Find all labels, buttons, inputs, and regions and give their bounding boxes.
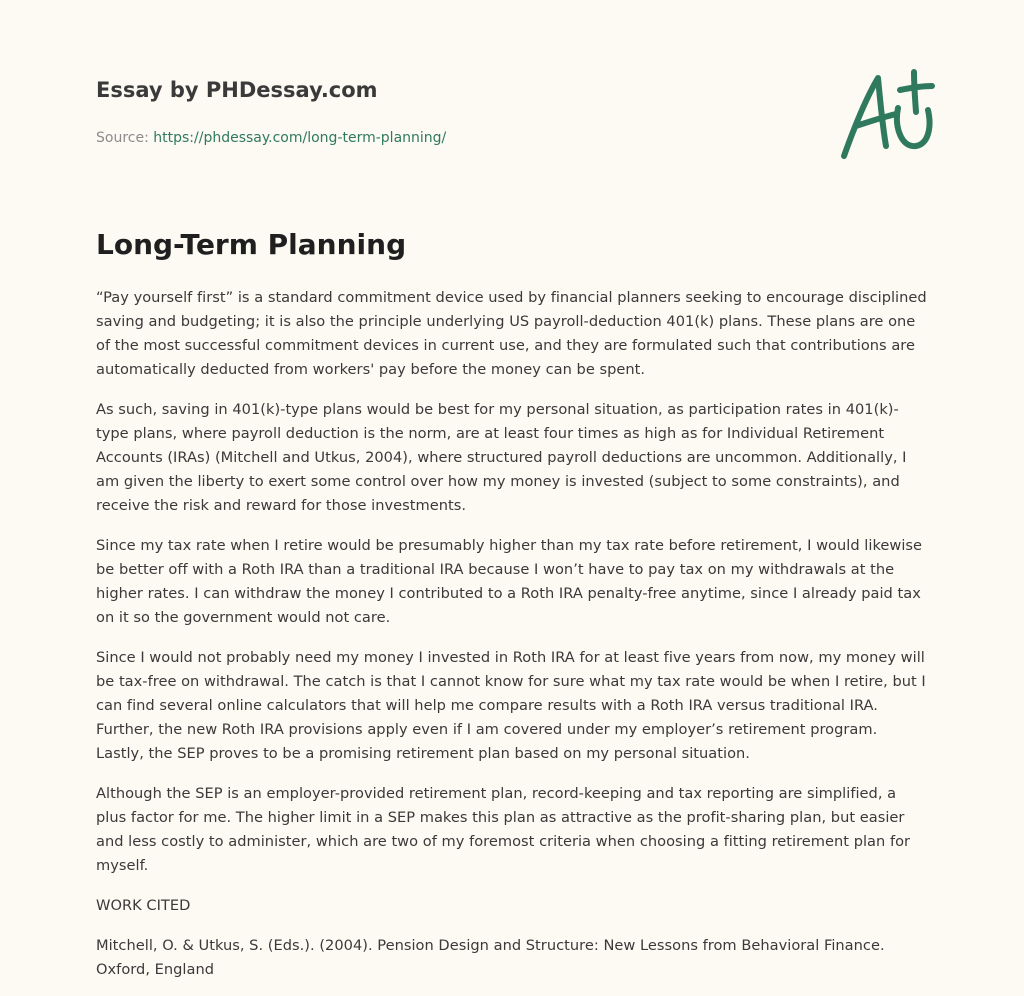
source-label: Source: — [96, 130, 149, 146]
paragraph-4: Since I would not probably need my money I invested in Roth IRA for at least five years from now, my money will be tax-free on withdrawal. The catch is that I cannot know for sure what my tax rate would be when I retire, but I can find several online calculators that will help me compare results with a Roth IRA versus traditional IRA. Further, the new Roth IRA provisions apply even if I am covered under my employer’s retirement program. Lastly, the SEP proves to be a promising retirement plan based on my personal situation. — [96, 649, 926, 762]
source-link[interactable]: https://phdessay.com/long-term-planning/ — [153, 130, 447, 146]
page-title: Long-Term Planning — [96, 228, 407, 261]
citation: Mitchell, O. & Utkus, S. (Eds.). (2004). Pension Design and Structure: New Lessons from Behavioral Finance. Oxford, England — [96, 937, 885, 978]
article — [96, 226, 928, 996]
paragraph-5: Although the SEP is an employer-provided retirement plan, record-keeping and tax reporting are simplified, a plus factor for me. The higher limit in a SEP makes this plan as attractive as the profit-sharing plan, but easier and less costly to administer, which are two of my foremost criteria when choosing a fitting retirement plan for myself. — [96, 785, 911, 874]
paragraph-1: “Pay yourself first” is a standard commitment device used by financial planners seeking to encourage disciplined saving and budgeting; it is also the principle underlying US payroll-deduction 401(k) plans. These plans are one of the most successful commitment devices in current use, and they are formulated such that contributions are automatically deducted from workers' pay before the money can be spent. — [96, 289, 927, 378]
source-line — [96, 128, 936, 148]
a-plus-grade-icon — [836, 68, 936, 164]
paragraph-2: As such, saving in 401(k)-type plans would be best for my personal situation, as participation rates in 401(k)-type plans, where payroll deduction is the norm, are at least four times as high as for Individual Retirement Accounts (IRAs) (Mitchell and Utkus, 2004), where structured payroll deductions are uncommon. Additionally, I am given the liberty to exert some control over how my money is invested (subject to some constraints), and receive the risk and reward for those investments. — [96, 401, 907, 514]
paragraph-3: Since my tax rate when I retire would be presumably higher than my tax rate before retirement, I would likewise be better off with a Roth IRA than a traditional IRA because I won’t have to pay tax on my withdrawals at the higher rates. I can withdraw the money I contributed to a Roth IRA penalty-free anytime, since I already paid tax on it so the government would not care. — [96, 537, 923, 626]
works-cited-heading: WORK CITED — [96, 897, 191, 914]
header — [96, 76, 936, 186]
site-title: Essay by PHDessay.com — [96, 78, 378, 102]
